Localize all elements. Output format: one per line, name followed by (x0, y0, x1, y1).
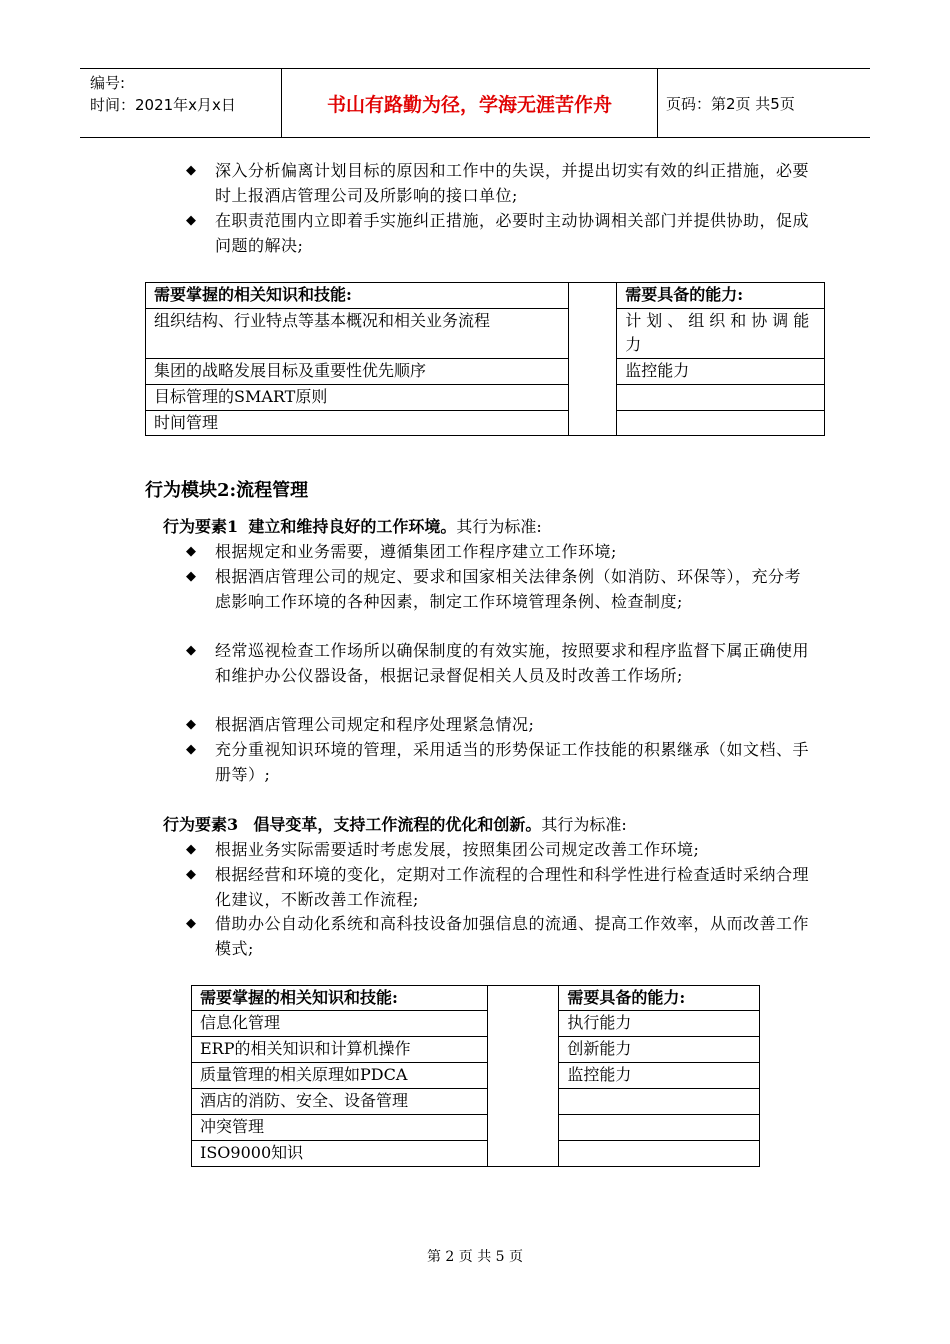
diamond-bullet-icon: ◆ (186, 717, 197, 732)
ability-cell: 监控能力 (559, 1063, 760, 1089)
knowledge-cell: 目标管理的SMART原则 (146, 385, 569, 411)
bullet-text: 充分重视知识环境的管理，采用适当的形势保证工作技能的积累继承（如文档、手册等）; (215, 740, 810, 784)
knowledge-cell: 集团的战略发展目标及重要性优先顺序 (146, 359, 569, 385)
knowledge-table-1 (145, 282, 825, 436)
motto: 书山有路勤为径，学海无涯苦作舟 (282, 69, 658, 137)
element-prefix: 行为要素3 (163, 815, 239, 834)
diamond-bullet-icon: ◆ (186, 213, 197, 228)
date-label: 时间：2021年x月x日 (90, 96, 236, 114)
ability-header: 需要具备的能力: (617, 283, 825, 309)
bullet-text: 借助办公自动化系统和高科技设备加强信息的流通、提高工作效率，从而改善工作模式; (215, 914, 810, 958)
bullet-text: 根据业务实际需要适时考虑发展，按照集团公司规定改善工作环境; (215, 840, 700, 859)
knowledge-table-2 (191, 985, 760, 1167)
list-item (186, 911, 815, 961)
element-prefix: 行为要素1 (163, 517, 239, 536)
list-item (186, 158, 815, 208)
ability-header: 需要具备的能力: (559, 986, 760, 1011)
element-title: 建立和维持良好的工作环境。 (248, 517, 457, 536)
knowledge-cell: 酒店的消防、安全、设备管理 (192, 1089, 488, 1115)
knowledge-cell: 冲突管理 (192, 1115, 488, 1141)
table-spacer (487, 986, 559, 1167)
number-label: 编号: (90, 74, 126, 92)
page-footer: 第 2 页 共 5 页 (426, 1249, 524, 1265)
diamond-bullet-icon: ◆ (186, 569, 197, 584)
knowledge-cell: 组织结构、行业特点等基本概况和相关业务流程 (146, 309, 569, 359)
element-3-heading (163, 812, 627, 837)
table-spacer (569, 283, 617, 436)
ability-cell: 监控能力 (617, 359, 825, 385)
element-suffix: 其行为标准: (456, 517, 542, 536)
knowledge-cell: ISO9000知识 (192, 1141, 488, 1167)
diamond-bullet-icon: ◆ (186, 163, 197, 178)
ability-cell: 执行能力 (559, 1011, 760, 1037)
list-item (186, 638, 815, 688)
bullet-text: 根据规定和业务需要，遵循集团工作程序建立工作环境; (215, 542, 617, 561)
ability-cell: 计划、组织和协调能力 (617, 309, 825, 359)
diamond-bullet-icon: ◆ (186, 867, 197, 882)
knowledge-header: 需要掌握的相关知识和技能: (192, 986, 488, 1011)
knowledge-cell: 信息化管理 (192, 1011, 488, 1037)
ability-cell (617, 411, 825, 436)
ability-cell: 创新能力 (559, 1037, 760, 1063)
ability-cell (559, 1141, 760, 1167)
knowledge-header: 需要掌握的相关知识和技能: (146, 283, 569, 309)
bullet-text: 根据酒店管理公司的规定、要求和国家相关法律条例（如消防、环保等），充分考虑影响工作环境的各种因素，制定工作环境管理条例、检查制度; (215, 567, 802, 611)
list-item (186, 737, 815, 787)
ability-cell (559, 1089, 760, 1115)
diamond-bullet-icon: ◆ (186, 842, 197, 857)
list-item (186, 837, 815, 862)
list-item (186, 208, 815, 258)
list-item (186, 564, 815, 614)
module-title: 行为模块2:流程管理 (145, 480, 309, 501)
bullet-text: 根据经营和环境的变化，定期对工作流程的合理性和科学性进行检查适时采纳合理化建议，不断改善工作流程; (215, 865, 810, 909)
knowledge-cell: 质量管理的相关原理如PDCA (192, 1063, 488, 1089)
bullet-text: 在职责范围内立即着手实施纠正措施，必要时主动协调相关部门并提供协助，促成问题的解决; (215, 211, 810, 255)
page-label: 页码：第2页 共5页 (666, 94, 795, 113)
element-suffix: 其行为标准: (541, 815, 627, 834)
diamond-bullet-icon: ◆ (186, 544, 197, 559)
bullet-text: 深入分析偏离计划目标的原因和工作中的失误，并提出切实有效的纠正措施，必要时上报酒店管理公司及所影响的接口单位; (215, 161, 810, 205)
list-item (186, 539, 815, 564)
element-title: 倡导变革，支持工作流程的优化和创新。 (253, 815, 542, 834)
page-header (80, 68, 870, 138)
list-item (186, 712, 815, 737)
diamond-bullet-icon: ◆ (186, 742, 197, 757)
ability-cell (617, 385, 825, 411)
bullet-text: 经常巡视检查工作场所以确保制度的有效实施，按照要求和程序监督下属正确使用和维护办公仪器设备，根据记录督促相关人员及时改善工作场所; (215, 641, 810, 685)
diamond-bullet-icon: ◆ (186, 916, 197, 931)
diamond-bullet-icon: ◆ (186, 643, 197, 658)
element-1-heading (163, 514, 542, 539)
header-meta (80, 69, 282, 137)
knowledge-cell: ERP的相关知识和计算机操作 (192, 1037, 488, 1063)
knowledge-cell: 时间管理 (146, 411, 569, 436)
bullet-text: 根据酒店管理公司规定和程序处理紧急情况; (215, 715, 535, 734)
ability-cell (559, 1115, 760, 1141)
list-item (186, 862, 815, 912)
